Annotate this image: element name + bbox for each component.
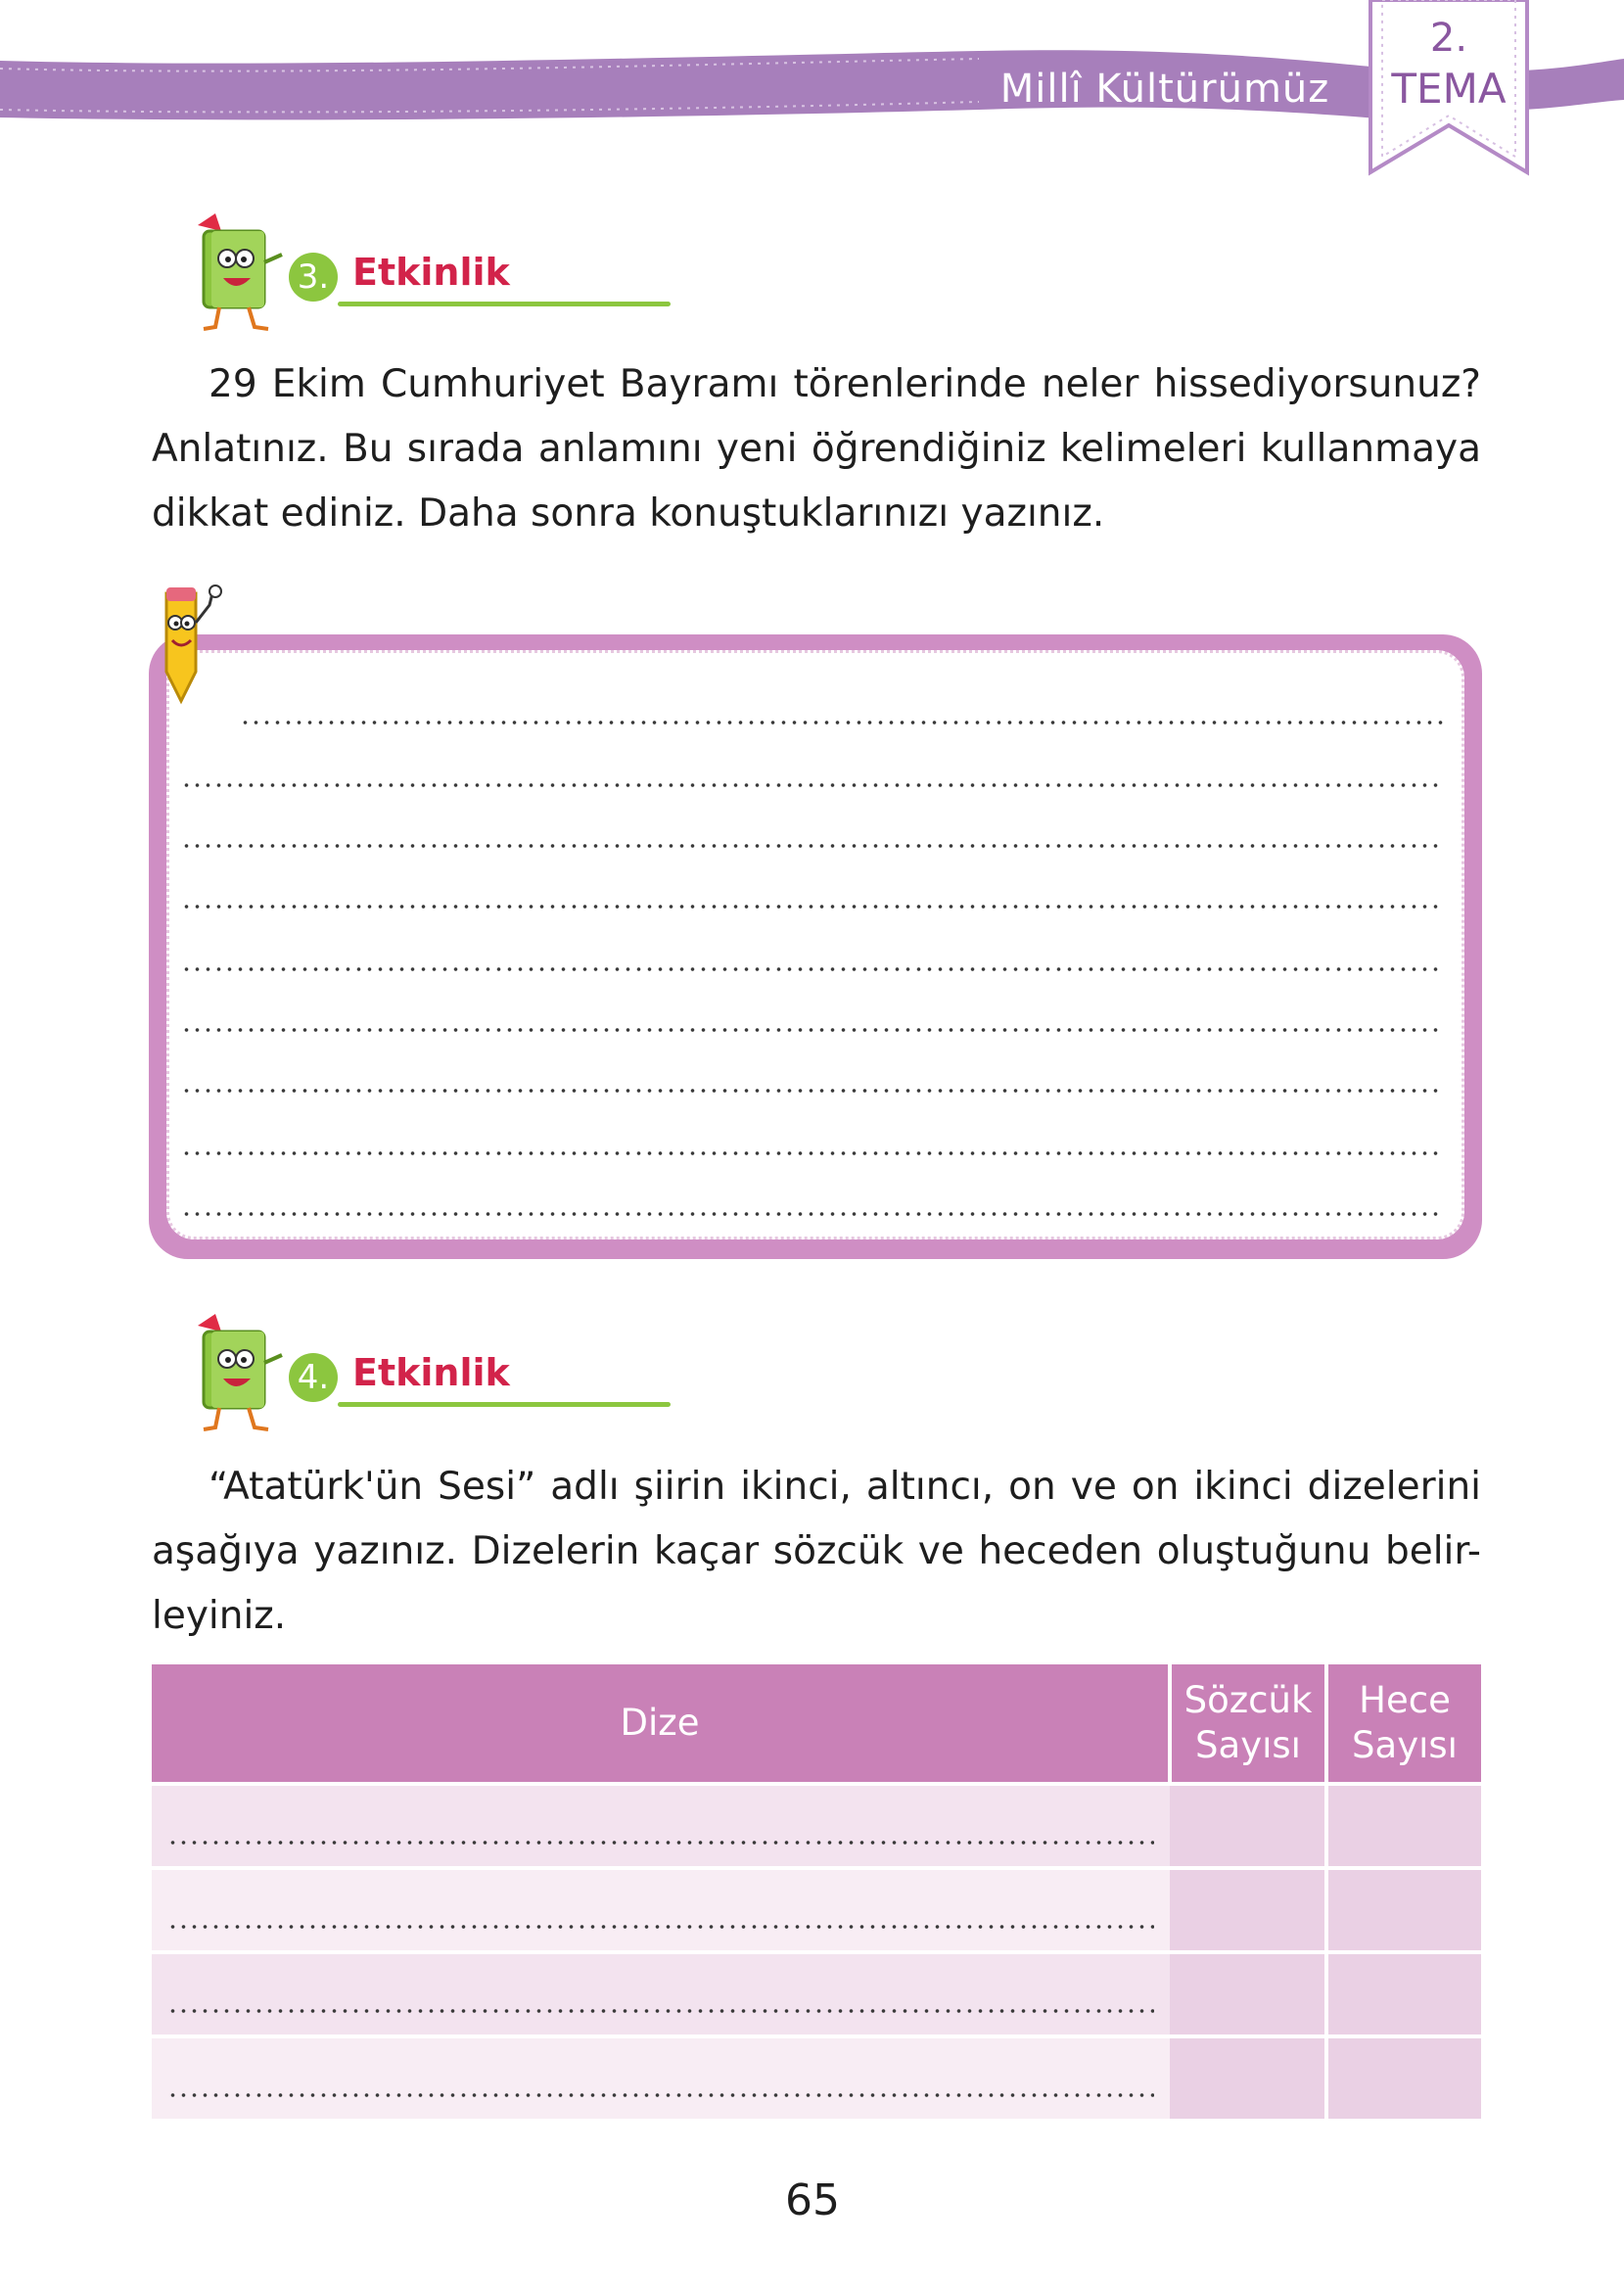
- activity-label: Etkinlik: [352, 1351, 510, 1394]
- table-row: [152, 1784, 1481, 1868]
- writing-line[interactable]: [181, 844, 1444, 848]
- hece-count-cell[interactable]: [1326, 1952, 1481, 2036]
- sozcuk-count-cell[interactable]: [1170, 1784, 1326, 1868]
- activity-3-prompt: 29 Ekim Cumhuriyet Bayramı törenlerinde neler hissediyorsunuz? Anlatınız. Bu sırada anlamını yeni öğrendiğiniz kelimeleri kullanmaya dikkat ediniz. Daha sonra konuştuklarınızı yazınız.: [152, 362, 1481, 536]
- table-row: [152, 1952, 1481, 2036]
- sozcuk-count-cell[interactable]: [1170, 2036, 1326, 2119]
- dize-input-cell[interactable]: [152, 1952, 1170, 2036]
- table-row: [152, 2036, 1481, 2119]
- dize-input-cell[interactable]: [152, 1784, 1170, 1868]
- writing-line[interactable]: [181, 1151, 1444, 1155]
- activity-number-badge: 3.: [289, 253, 338, 302]
- table-row: [152, 1868, 1481, 1952]
- theme-number: 2.: [1429, 16, 1468, 61]
- dize-table: [152, 1664, 1481, 2119]
- writing-line[interactable]: [181, 905, 1444, 909]
- activity-4-prompt: “Atatürk'ün Sesi” adlı şiirin ikinci, altıncı, on ve on ikinci dizelerini aşağıya yazınız. Dizelerin kaçar sözcük ve heceden oluştuğunu belir- leyiniz.: [152, 1465, 1481, 1638]
- activity-underline: [338, 302, 671, 306]
- writing-line[interactable]: [181, 783, 1444, 787]
- activity-number-badge: 4.: [289, 1353, 338, 1402]
- sozcuk-count-cell[interactable]: [1170, 1868, 1326, 1952]
- sozcuk-count-cell[interactable]: [1170, 1952, 1326, 2036]
- activity-underline: [338, 1402, 671, 1407]
- dize-input-cell[interactable]: [152, 1868, 1170, 1952]
- theme-word: TEMA: [1391, 65, 1507, 113]
- writing-line[interactable]: [181, 1028, 1444, 1032]
- activity-label: Etkinlik: [352, 251, 510, 294]
- col-header-sozcuk: Sözcük Sayısı: [1170, 1664, 1326, 1784]
- dize-input-cell[interactable]: [152, 2036, 1170, 2119]
- activity-3-header: [176, 204, 509, 341]
- theme-title: Millî Kültürümüz: [999, 67, 1330, 112]
- writing-line[interactable]: [240, 721, 1444, 725]
- hece-count-cell[interactable]: [1326, 2036, 1481, 2119]
- writing-line[interactable]: [181, 1089, 1444, 1093]
- writing-line[interactable]: [181, 967, 1444, 971]
- page-number: 65: [785, 2175, 840, 2225]
- activity-4-header: [176, 1304, 509, 1441]
- table-header-row: [152, 1664, 1481, 1784]
- pencil-mascot-icon: [137, 584, 235, 711]
- hece-count-cell[interactable]: [1326, 1868, 1481, 1952]
- writing-box[interactable]: [149, 634, 1482, 1259]
- col-header-dize: Dize: [152, 1664, 1170, 1784]
- writing-line[interactable]: [181, 1212, 1444, 1216]
- col-header-hece: Hece Sayısı: [1326, 1664, 1481, 1784]
- hece-count-cell[interactable]: [1326, 1784, 1481, 1868]
